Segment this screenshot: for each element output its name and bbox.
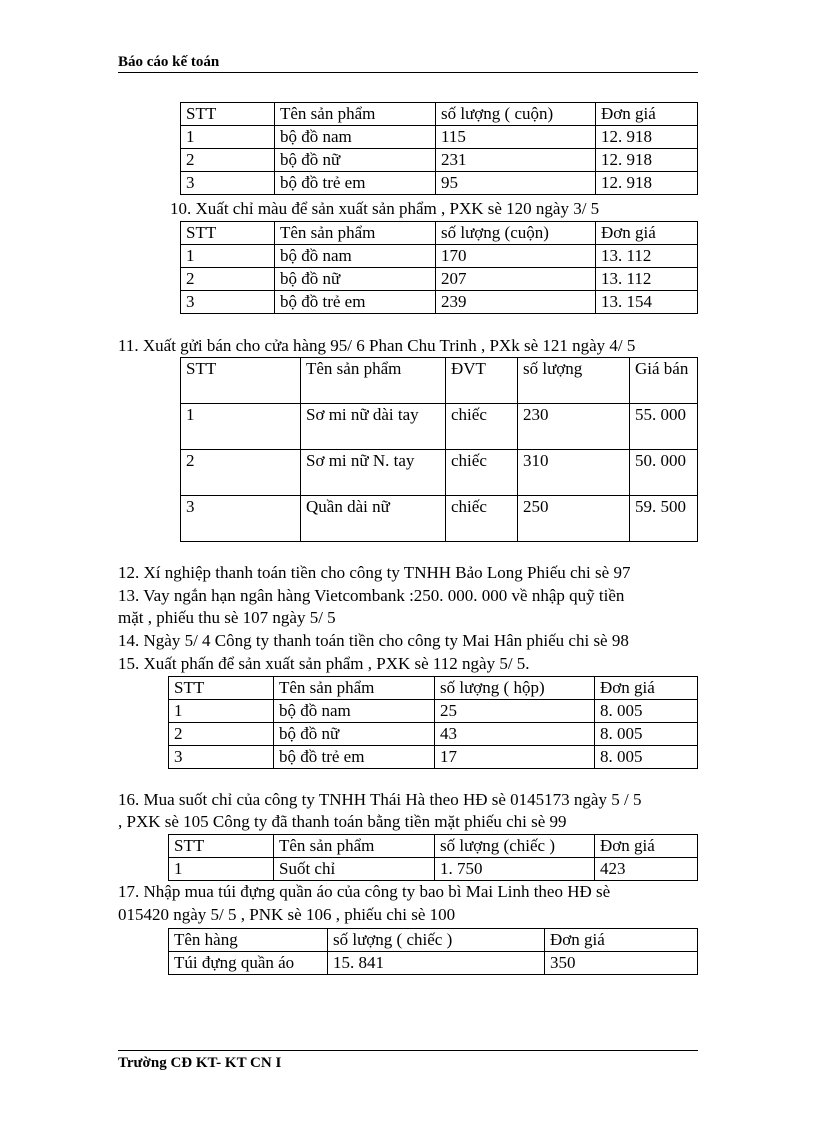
table-cell: 17 [435, 746, 595, 769]
item-17-line-1: 17. Nhập mua túi đựng quần áo của công ty bao bì Mai Linh theo HĐ sè [118, 882, 611, 901]
item-16-line-2: , PXK sè 105 Công ty đã thanh toán bằng tiền mặt phiếu chi sè 99 [118, 812, 567, 831]
table-cell: Quần dài nữ [301, 496, 446, 542]
table-cell: 1 [169, 858, 274, 881]
table-header-cell: STT [169, 835, 274, 858]
table-4 [168, 676, 698, 769]
table-cell: 250 [518, 496, 630, 542]
table-header-cell: Tên sản phẩm [274, 677, 435, 700]
item-14-text: 14. Ngày 5/ 4 Công ty thanh toán tiền cho công ty Mai Hân phiếu chi sè 98 [118, 631, 629, 650]
table-header-cell: Tên sản phẩm [301, 358, 446, 404]
table-header-cell: ĐVT [446, 358, 518, 404]
table-row [169, 700, 698, 723]
table-cell: 13. 112 [596, 245, 698, 268]
table-cell: chiếc [446, 404, 518, 450]
footer-rule [118, 1050, 698, 1051]
table-cell: bộ đồ nữ [274, 723, 435, 746]
table-header-cell: số lượng (chiếc ) [435, 835, 595, 858]
table-cell: bộ đồ nữ [275, 268, 436, 291]
table-header-cell: Đơn giá [545, 929, 698, 952]
item-13-line-2: mặt , phiếu thu sè 107 ngày 5/ 5 [118, 608, 336, 627]
table-6 [168, 928, 698, 975]
table-cell: 1 [169, 700, 274, 723]
table-cell: bộ đồ nữ [275, 149, 436, 172]
table-cell: 2 [181, 450, 301, 496]
table-header-cell: Đơn giá [596, 103, 698, 126]
table-header-row [169, 929, 698, 952]
table-cell: 1 [181, 126, 275, 149]
table-row [181, 172, 698, 195]
table-cell: 230 [518, 404, 630, 450]
table-header-cell: Tên hàng [169, 929, 328, 952]
table-cell: 13. 112 [596, 268, 698, 291]
table-row [181, 291, 698, 314]
table-header-row [181, 222, 698, 245]
table-row [181, 268, 698, 291]
table-cell: bộ đồ nam [275, 126, 436, 149]
table-header-row [181, 358, 698, 404]
table-cell: bộ đồ nam [275, 245, 436, 268]
table-cell: 3 [181, 291, 275, 314]
item-12-text: 12. Xí nghiệp thanh toán tiền cho công ty TNHH Bảo Long Phiếu chi sè 97 [118, 563, 631, 582]
table-header-row [169, 677, 698, 700]
header-rule [118, 72, 698, 73]
table-row [169, 746, 698, 769]
table-header-cell: STT [181, 358, 301, 404]
table-cell: 2 [181, 268, 275, 291]
table-row [181, 245, 698, 268]
table-header-cell: Tên sản phẩm [275, 103, 436, 126]
table-row [181, 126, 698, 149]
table-cell: 423 [595, 858, 698, 881]
table-2 [180, 221, 698, 314]
table-5 [168, 834, 698, 881]
table-row [169, 952, 698, 975]
table-cell: 310 [518, 450, 630, 496]
item-16-line-1: 16. Mua suốt chỉ của công ty TNHH Thái Hà theo HĐ sè 0145173 ngày 5 / 5 [118, 790, 642, 809]
table-cell: 239 [436, 291, 596, 314]
table-cell: 8. 005 [595, 700, 698, 723]
table-cell: Túi đựng quần áo [169, 952, 328, 975]
item-13-line-1: 13. Vay ngắn hạn ngân hàng Vietcombank :250. 000. 000 về nhập quỹ tiền [118, 586, 625, 605]
table-cell: chiếc [446, 496, 518, 542]
table-cell: 2 [181, 149, 275, 172]
table-cell: 3 [181, 496, 301, 542]
table-header-cell: số lượng (cuộn) [436, 222, 596, 245]
table-cell: 170 [436, 245, 596, 268]
table-header-cell: Đơn giá [595, 677, 698, 700]
table-row [169, 723, 698, 746]
table-header-cell: số lượng ( hộp) [435, 677, 595, 700]
table-cell: bộ đồ trẻ em [275, 291, 436, 314]
table-row [181, 450, 698, 496]
table-cell: 43 [435, 723, 595, 746]
table-header-row [169, 835, 698, 858]
table-cell: chiếc [446, 450, 518, 496]
table-cell: 3 [181, 172, 275, 195]
table-cell: 2 [169, 723, 274, 746]
table-cell: 15. 841 [328, 952, 545, 975]
table-cell: bộ đồ trẻ em [274, 746, 435, 769]
table-cell: 1 [181, 245, 275, 268]
table-header-cell: số lượng ( chiếc ) [328, 929, 545, 952]
table-cell: 231 [436, 149, 596, 172]
table-cell: 1. 750 [435, 858, 595, 881]
table-cell: 115 [436, 126, 596, 149]
table-cell: Suốt chỉ [274, 858, 435, 881]
table-cell: bộ đồ trẻ em [275, 172, 436, 195]
item-10-text: 10. Xuất chỉ màu để sản xuất sản phẩm , PXK sè 120 ngày 3/ 5 [170, 199, 600, 218]
table-cell: 95 [436, 172, 596, 195]
table-header-cell: Tên sản phẩm [275, 222, 436, 245]
table-cell: 13. 154 [596, 291, 698, 314]
table-header-cell: STT [181, 222, 275, 245]
item-17-line-2: 015420 ngày 5/ 5 , PNK sè 106 , phiếu chi sè 100 [118, 905, 456, 924]
page-header-title: Báo cáo kế toán [118, 54, 220, 70]
table-header-cell: số lượng [518, 358, 630, 404]
table-header-cell: STT [169, 677, 274, 700]
table-header-row [181, 103, 698, 126]
table-cell: 350 [545, 952, 698, 975]
table-cell: Sơ mi nữ dài tay [301, 404, 446, 450]
table-cell: 12. 918 [596, 126, 698, 149]
table-row [169, 858, 698, 881]
table-row [181, 149, 698, 172]
table-row [181, 496, 698, 542]
table-cell: 12. 918 [596, 172, 698, 195]
table-3 [180, 357, 698, 542]
table-cell: 25 [435, 700, 595, 723]
table-header-cell: Đơn giá [595, 835, 698, 858]
table-header-cell: Đơn giá [596, 222, 698, 245]
table-cell: 8. 005 [595, 723, 698, 746]
table-cell: 207 [436, 268, 596, 291]
table-cell: Sơ mi nữ N. tay [301, 450, 446, 496]
item-11-text: 11. Xuất gửi bán cho cửa hàng 95/ 6 Phan Chu Trinh , PXk sè 121 ngày 4/ 5 [118, 336, 636, 355]
table-header-cell: STT [181, 103, 275, 126]
table-cell: 50. 000 [630, 450, 698, 496]
item-15-text: 15. Xuất phấn để sản xuất sản phẩm , PXK sè 112 ngày 5/ 5. [118, 654, 530, 673]
page-footer-text: Trường CĐ KT- KT CN I [118, 1055, 282, 1071]
table-cell: 1 [181, 404, 301, 450]
table-cell: 59. 500 [630, 496, 698, 542]
table-cell: 8. 005 [595, 746, 698, 769]
table-header-cell: Tên sản phẩm [274, 835, 435, 858]
table-cell: 12. 918 [596, 149, 698, 172]
table-cell: 55. 000 [630, 404, 698, 450]
table-cell: 3 [169, 746, 274, 769]
table-header-cell: Giá bán [630, 358, 698, 404]
table-header-cell: số lượng ( cuộn) [436, 103, 596, 126]
table-1 [180, 102, 698, 195]
table-row [181, 404, 698, 450]
table-cell: bộ đồ nam [274, 700, 435, 723]
